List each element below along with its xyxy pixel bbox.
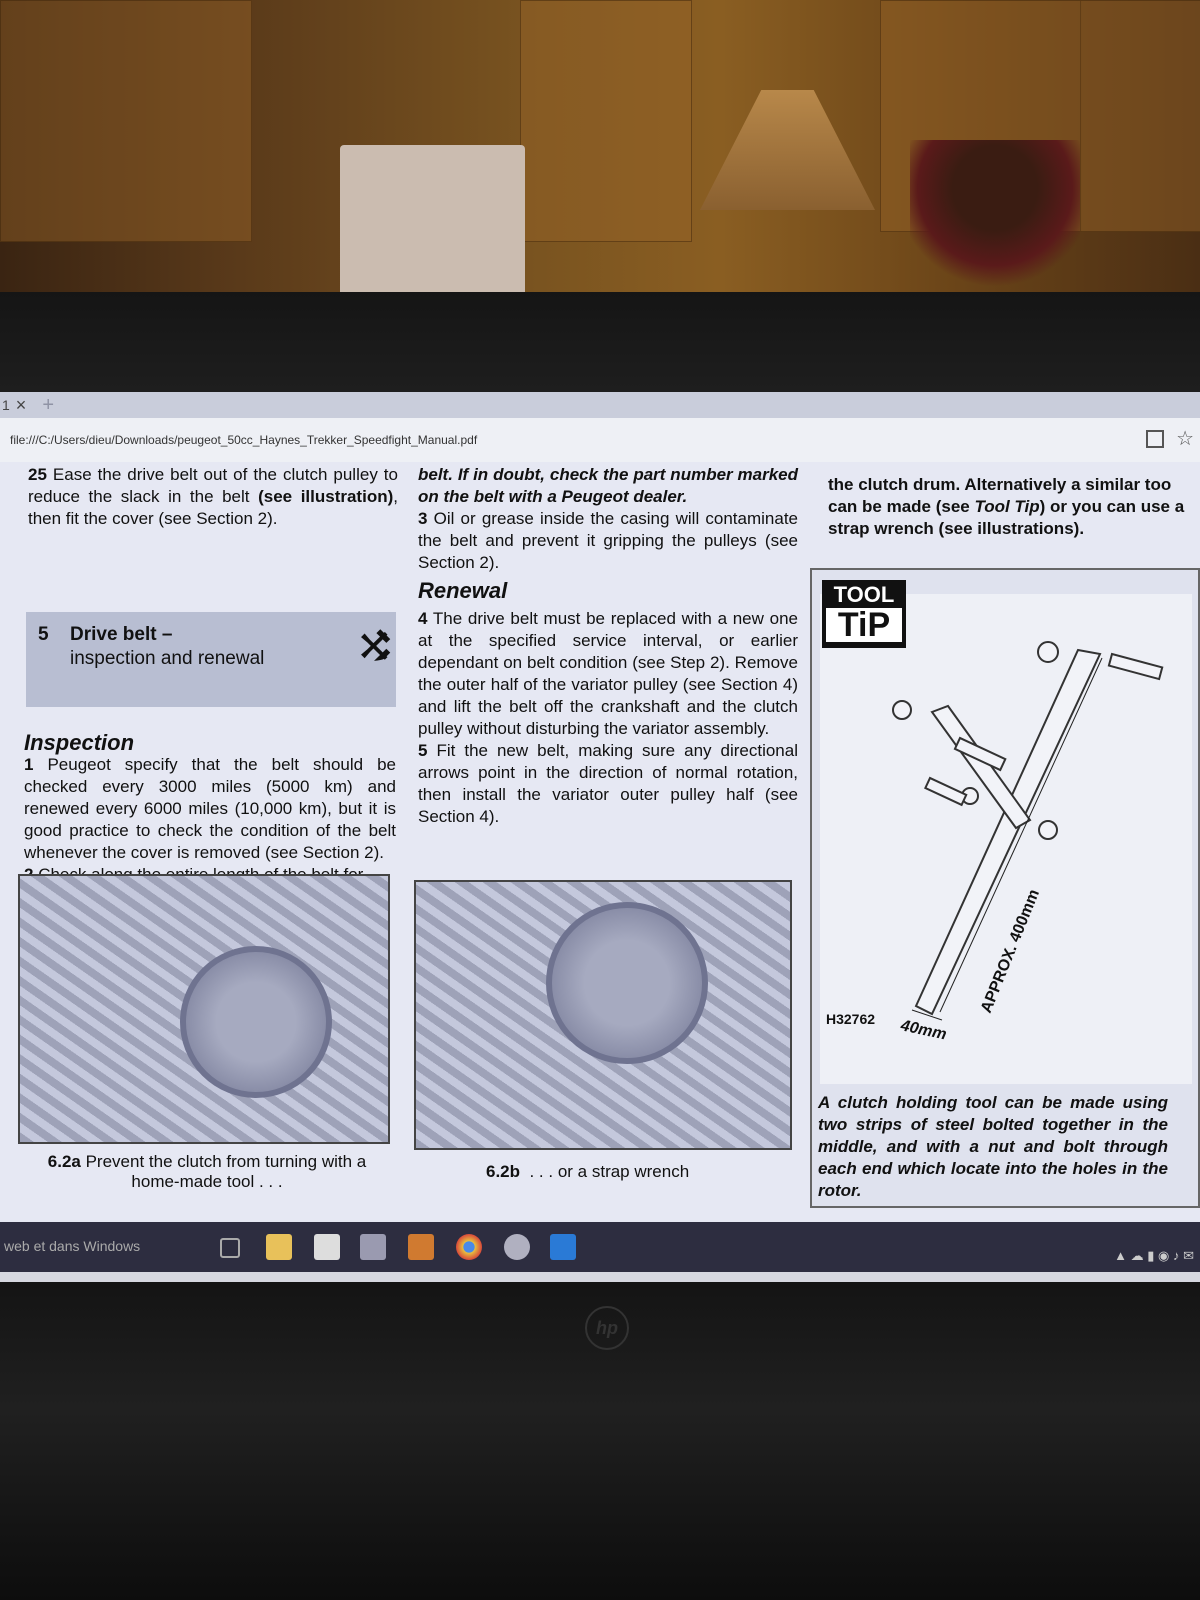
col3-text: . — [1079, 519, 1085, 538]
figure-caption-text: . . . or a strap wrench — [529, 1162, 690, 1181]
media-player-icon[interactable] — [408, 1234, 434, 1260]
column-2 — [418, 464, 798, 828]
step-text: , then fit the cover (see Section 2). — [28, 487, 398, 528]
caption-6-2a — [22, 1152, 392, 1192]
step-number: 1 — [24, 755, 34, 774]
tool-tip-box — [810, 568, 1200, 1208]
kitchen-cabinet — [520, 0, 692, 242]
column-3 — [828, 474, 1200, 540]
range-hood — [700, 90, 875, 210]
tab-bar — [0, 392, 1200, 418]
step-4 — [418, 608, 798, 740]
app-icon[interactable] — [504, 1234, 530, 1260]
step-number: 5 — [418, 741, 428, 760]
step-text: Peugeot specify that the belt should be checked every 3000 miles (5000 km) and renewed every 6000 miles (10,000 km), but it is good practice to check the condition of the belt whenever the cover is removed (see Section 2). — [24, 755, 396, 862]
room-background — [0, 0, 1200, 300]
nut-icon — [893, 701, 911, 719]
step-5 — [418, 740, 798, 828]
clutch-pulley-shape — [546, 902, 708, 1064]
step-1 — [24, 754, 396, 864]
taskbar-search-box[interactable]: web et dans Windows — [4, 1238, 141, 1254]
file-explorer-icon[interactable] — [266, 1234, 292, 1260]
kitchen-cabinet — [1080, 0, 1200, 232]
pdf-page — [0, 462, 1200, 1222]
step-text: Fit the new belt, making sure any directional arrows point in the direction of normal rotation, then install the variator outer pulley half (see Section 4). — [418, 741, 798, 826]
task-view-icon[interactable] — [220, 1238, 240, 1258]
tool-tip-ref: Tool Tip — [974, 497, 1040, 516]
col3-text: the clutch drum. Alternatively a similar too can be made (see — [828, 475, 1172, 516]
tool-tip-logo-line2: TiP — [826, 608, 902, 642]
step-number: 25 — [28, 465, 47, 484]
laptop-keyboard-area — [0, 1282, 1200, 1600]
section-title: Drive belt – — [70, 624, 173, 645]
clutch-pulley-shape — [180, 946, 332, 1098]
tab-edge[interactable]: 1 — [2, 397, 10, 413]
step-number: 4 — [418, 609, 428, 628]
step-text: Oil or grease inside the casing will contaminate the belt and prevent it gripping the pulleys (see Section 2). — [418, 509, 798, 572]
kitchen-cabinet — [0, 0, 252, 242]
app-icon[interactable] — [360, 1234, 386, 1260]
dimension-line — [940, 658, 1102, 1012]
col2-top-text: belt. If in doubt, check the part number marked on the belt with a Peugeot dealer. — [418, 465, 798, 506]
column-1-body — [24, 732, 396, 886]
col3-text: ) or you can use a strap wrench — [828, 497, 1185, 538]
tool-drawing — [820, 594, 1192, 1084]
illustration-ref: (see illustration) — [258, 487, 394, 506]
nut-icon — [1039, 821, 1057, 839]
tool-tip-description: A clutch holding tool can be made using two strips of steel bolted together in the middle, and with a nut and bolt through each end which locate into the holes in the rotor. — [818, 1093, 1168, 1200]
windows-taskbar — [0, 1222, 1200, 1272]
spanner-rating-icon: ⚒ — [351, 627, 396, 663]
renewal-heading: Renewal — [418, 578, 508, 603]
caption-6-2b — [486, 1162, 786, 1182]
diagram-code: H32762 — [826, 1011, 876, 1027]
tab-close-icon[interactable]: × — [15, 394, 27, 415]
step-3 — [418, 508, 798, 574]
bolt-icon — [925, 778, 966, 805]
step-25 — [28, 464, 398, 530]
figure-6-2b-photo — [414, 880, 792, 1150]
hp-logo: hp — [585, 1306, 629, 1350]
edge-browser-icon[interactable] — [550, 1234, 576, 1260]
section-subtitle: inspection and renewal — [70, 648, 265, 669]
chrome-icon[interactable] — [456, 1234, 482, 1260]
column-1 — [28, 464, 398, 530]
figure-caption-text: Prevent the clutch from turning with a home-made tool . . . — [85, 1152, 367, 1191]
store-icon[interactable] — [314, 1234, 340, 1260]
illustration-ref: (see illustrations) — [938, 519, 1080, 538]
figure-number: 6.2b — [486, 1162, 521, 1181]
laptop-bezel — [0, 292, 1200, 392]
step-text: Ease the drive belt out of the clutch pulley to reduce the slack in the belt — [28, 465, 398, 506]
fridge — [340, 145, 525, 300]
clutch-tool-diagram — [820, 594, 1192, 1084]
section-heading-box — [26, 612, 396, 707]
figure-6-2a-photo — [18, 874, 390, 1144]
dimension-length: APPROX. 400mm — [977, 887, 1044, 1016]
address-url[interactable]: file:///C:/Users/dieu/Downloads/peugeot_50cc_Haynes_Trekker_Speedfight_Manual.pdf — [10, 433, 478, 447]
section-number: 5 — [38, 624, 49, 645]
address-bar[interactable] — [0, 418, 1200, 462]
figure-number: 6.2a — [47, 1152, 81, 1171]
new-tab-icon[interactable]: + — [42, 393, 54, 416]
step-text: The drive belt must be replaced with a new one at the specified service interval, or earlier dependant on belt condition (see Step 2). Remove the outer half of the variator pulley (see Section 4) and lift the belt off the crankshaft and the clutch pulley without disturbing the variator assembly. — [418, 609, 798, 738]
laptop-screen — [0, 392, 1200, 1282]
bolt-icon — [1109, 654, 1162, 679]
col3-top-text — [828, 474, 1200, 540]
tool-tip-logo — [822, 580, 906, 648]
favorite-star-icon[interactable]: ☆ — [1176, 428, 1194, 450]
step-number: 3 — [418, 509, 428, 528]
person-reflection — [910, 140, 1080, 300]
steel-strip-short — [932, 706, 1030, 828]
nut-icon — [1038, 642, 1058, 662]
dimension-width: 40mm — [899, 1017, 948, 1044]
inspection-heading: Inspection — [24, 730, 135, 755]
system-tray-icons[interactable]: ▲ ☁ ▮ ◉ ♪ ✉ — [1114, 1248, 1194, 1263]
reading-view-icon[interactable] — [1146, 430, 1164, 448]
tool-tip-logo-line1: TOOL — [833, 582, 895, 607]
